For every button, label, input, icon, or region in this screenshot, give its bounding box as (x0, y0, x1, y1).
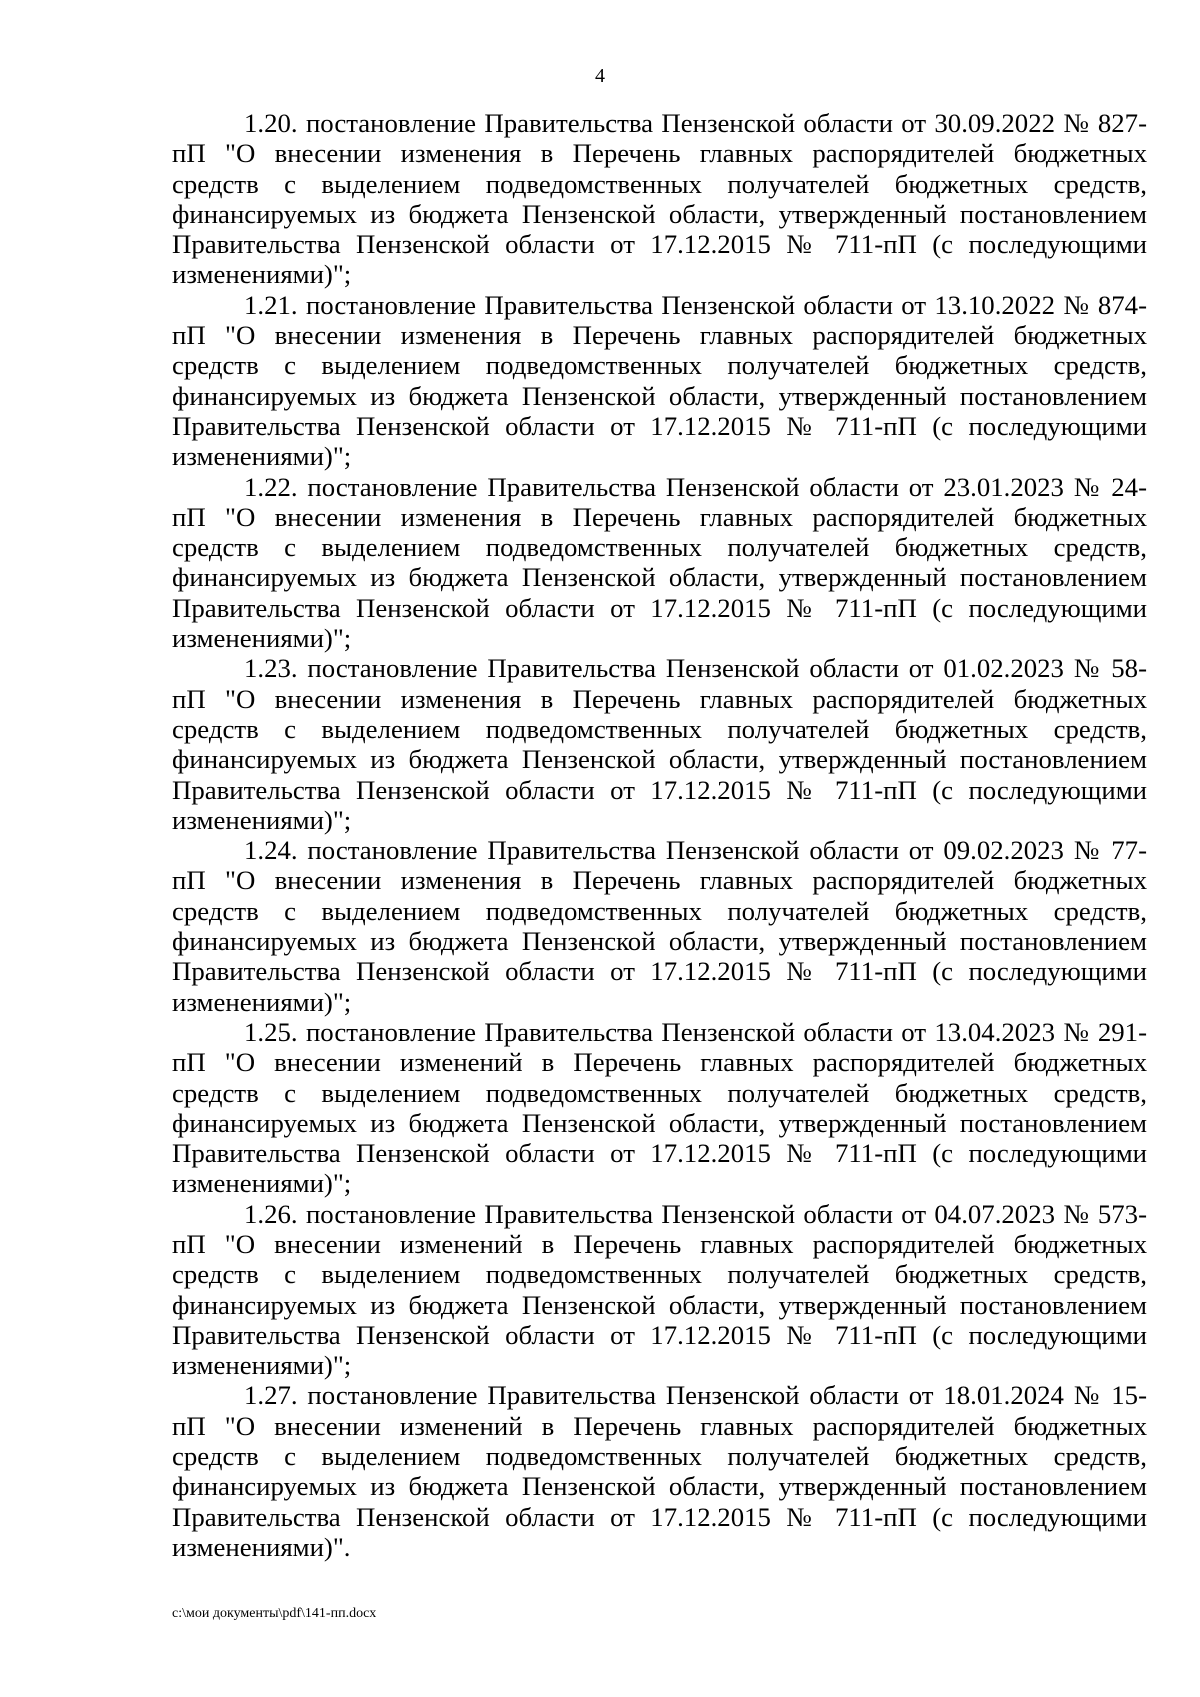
item-text: постановление Правительства Пензенской области от 04.07.2023 № 573-пП "О внесении изменений в Перечень главных распорядителей бюджетных средств с выделением подведомственных получателей бюджетных средств, финансируемых из бюджета Пензенской области, утвержденный постановлением Правительства Пензенской области от 17.12.2015 № 711-пП (с последующими изменениями)"; (172, 1198, 1147, 1381)
item-text: постановление Правительства Пензенской области от 01.02.2023 № 58-пП "О внесении изменения в Перечень главных распорядителей бюджетных средств с выделением подведомственных получателей бюджетных средств, финансируемых из бюджета Пензенской области, утвержденный постановлением Правительства Пензенской области от 17.12.2015 № 711-пП (с последующими изменениями)"; (172, 653, 1147, 835)
list-item (172, 1017, 1147, 1199)
item-number: 1.22. (244, 471, 298, 502)
item-number: 1.21. (244, 289, 298, 320)
item-text: постановление Правительства Пензенской области от 23.01.2023 № 24-пП "О внесении изменения в Перечень главных распорядителей бюджетных средств с выделением подведомственных получателей бюджетных средств, финансируемых из бюджета Пензенской области, утвержденный постановлением Правительства Пензенской области от 17.12.2015 № 711-пП (с последующими изменениями)"; (172, 471, 1147, 654)
item-number: 1.24. (244, 835, 298, 866)
footer-file-path: c:\мои документы\pdf\141-пп.docx (172, 1606, 377, 1621)
item-text: постановление Правительства Пензенской области от 30.09.2022 № 827-пП "О внесении изменения в Перечень главных распорядителей бюджетных средств с выделением подведомственных получателей бюджетных средств, финансируемых из бюджета Пензенской области, утвержденный постановлением Правительства Пензенской области от 17.12.2015 № 711-пП (с последующими изменениями)"; (172, 108, 1147, 290)
list-item (172, 835, 1147, 1017)
item-number: 1.25. (244, 1016, 298, 1047)
item-number: 1.27. (244, 1380, 298, 1411)
item-text: постановление Правительства Пензенской области от 13.04.2023 № 291-пП "О внесении изменений в Перечень главных распорядителей бюджетных средств с выделением подведомственных получателей бюджетных средств, финансируемых из бюджета Пензенской области, утвержденный постановлением Правительства Пензенской области от 17.12.2015 № 711-пП (с последующими изменениями)"; (172, 1016, 1147, 1199)
list-item (172, 472, 1147, 654)
item-number: 1.20. (244, 108, 298, 138)
item-text: постановление Правительства Пензенской области от 13.10.2022 № 874-пП "О внесении изменения в Перечень главных распорядителей бюджетных средств с выделением подведомственных получателей бюджетных средств, финансируемых из бюджета Пензенской области, утвержденный постановлением Правительства Пензенской области от 17.12.2015 № 711-пП (с последующими изменениями)"; (172, 289, 1147, 472)
page-number: 4 (595, 65, 605, 87)
item-text: постановление Правительства Пензенской области от 18.01.2024 № 15-пП "О внесении изменений в Перечень главных распорядителей бюджетных средств с выделением подведомственных получателей бюджетных средств, финансируемых из бюджета Пензенской области, утвержденный постановлением Правительства Пензенской области от 17.12.2015 № 711-пП (с последующими изменениями)". (172, 1380, 1147, 1562)
list-item (172, 653, 1147, 835)
item-number: 1.26. (244, 1198, 298, 1229)
list-item (172, 290, 1147, 472)
list-item (172, 1380, 1147, 1562)
item-number: 1.23. (244, 653, 298, 684)
item-text: постановление Правительства Пензенской области от 09.02.2023 № 77-пП "О внесении изменения в Перечень главных распорядителей бюджетных средств с выделением подведомственных получателей бюджетных средств, финансируемых из бюджета Пензенской области, утвержденный постановлением Правительства Пензенской области от 17.12.2015 № 711-пП (с последующими изменениями)"; (172, 835, 1147, 1017)
list-item (172, 108, 1147, 290)
list-item (172, 1199, 1147, 1381)
document-body (172, 108, 1147, 1562)
